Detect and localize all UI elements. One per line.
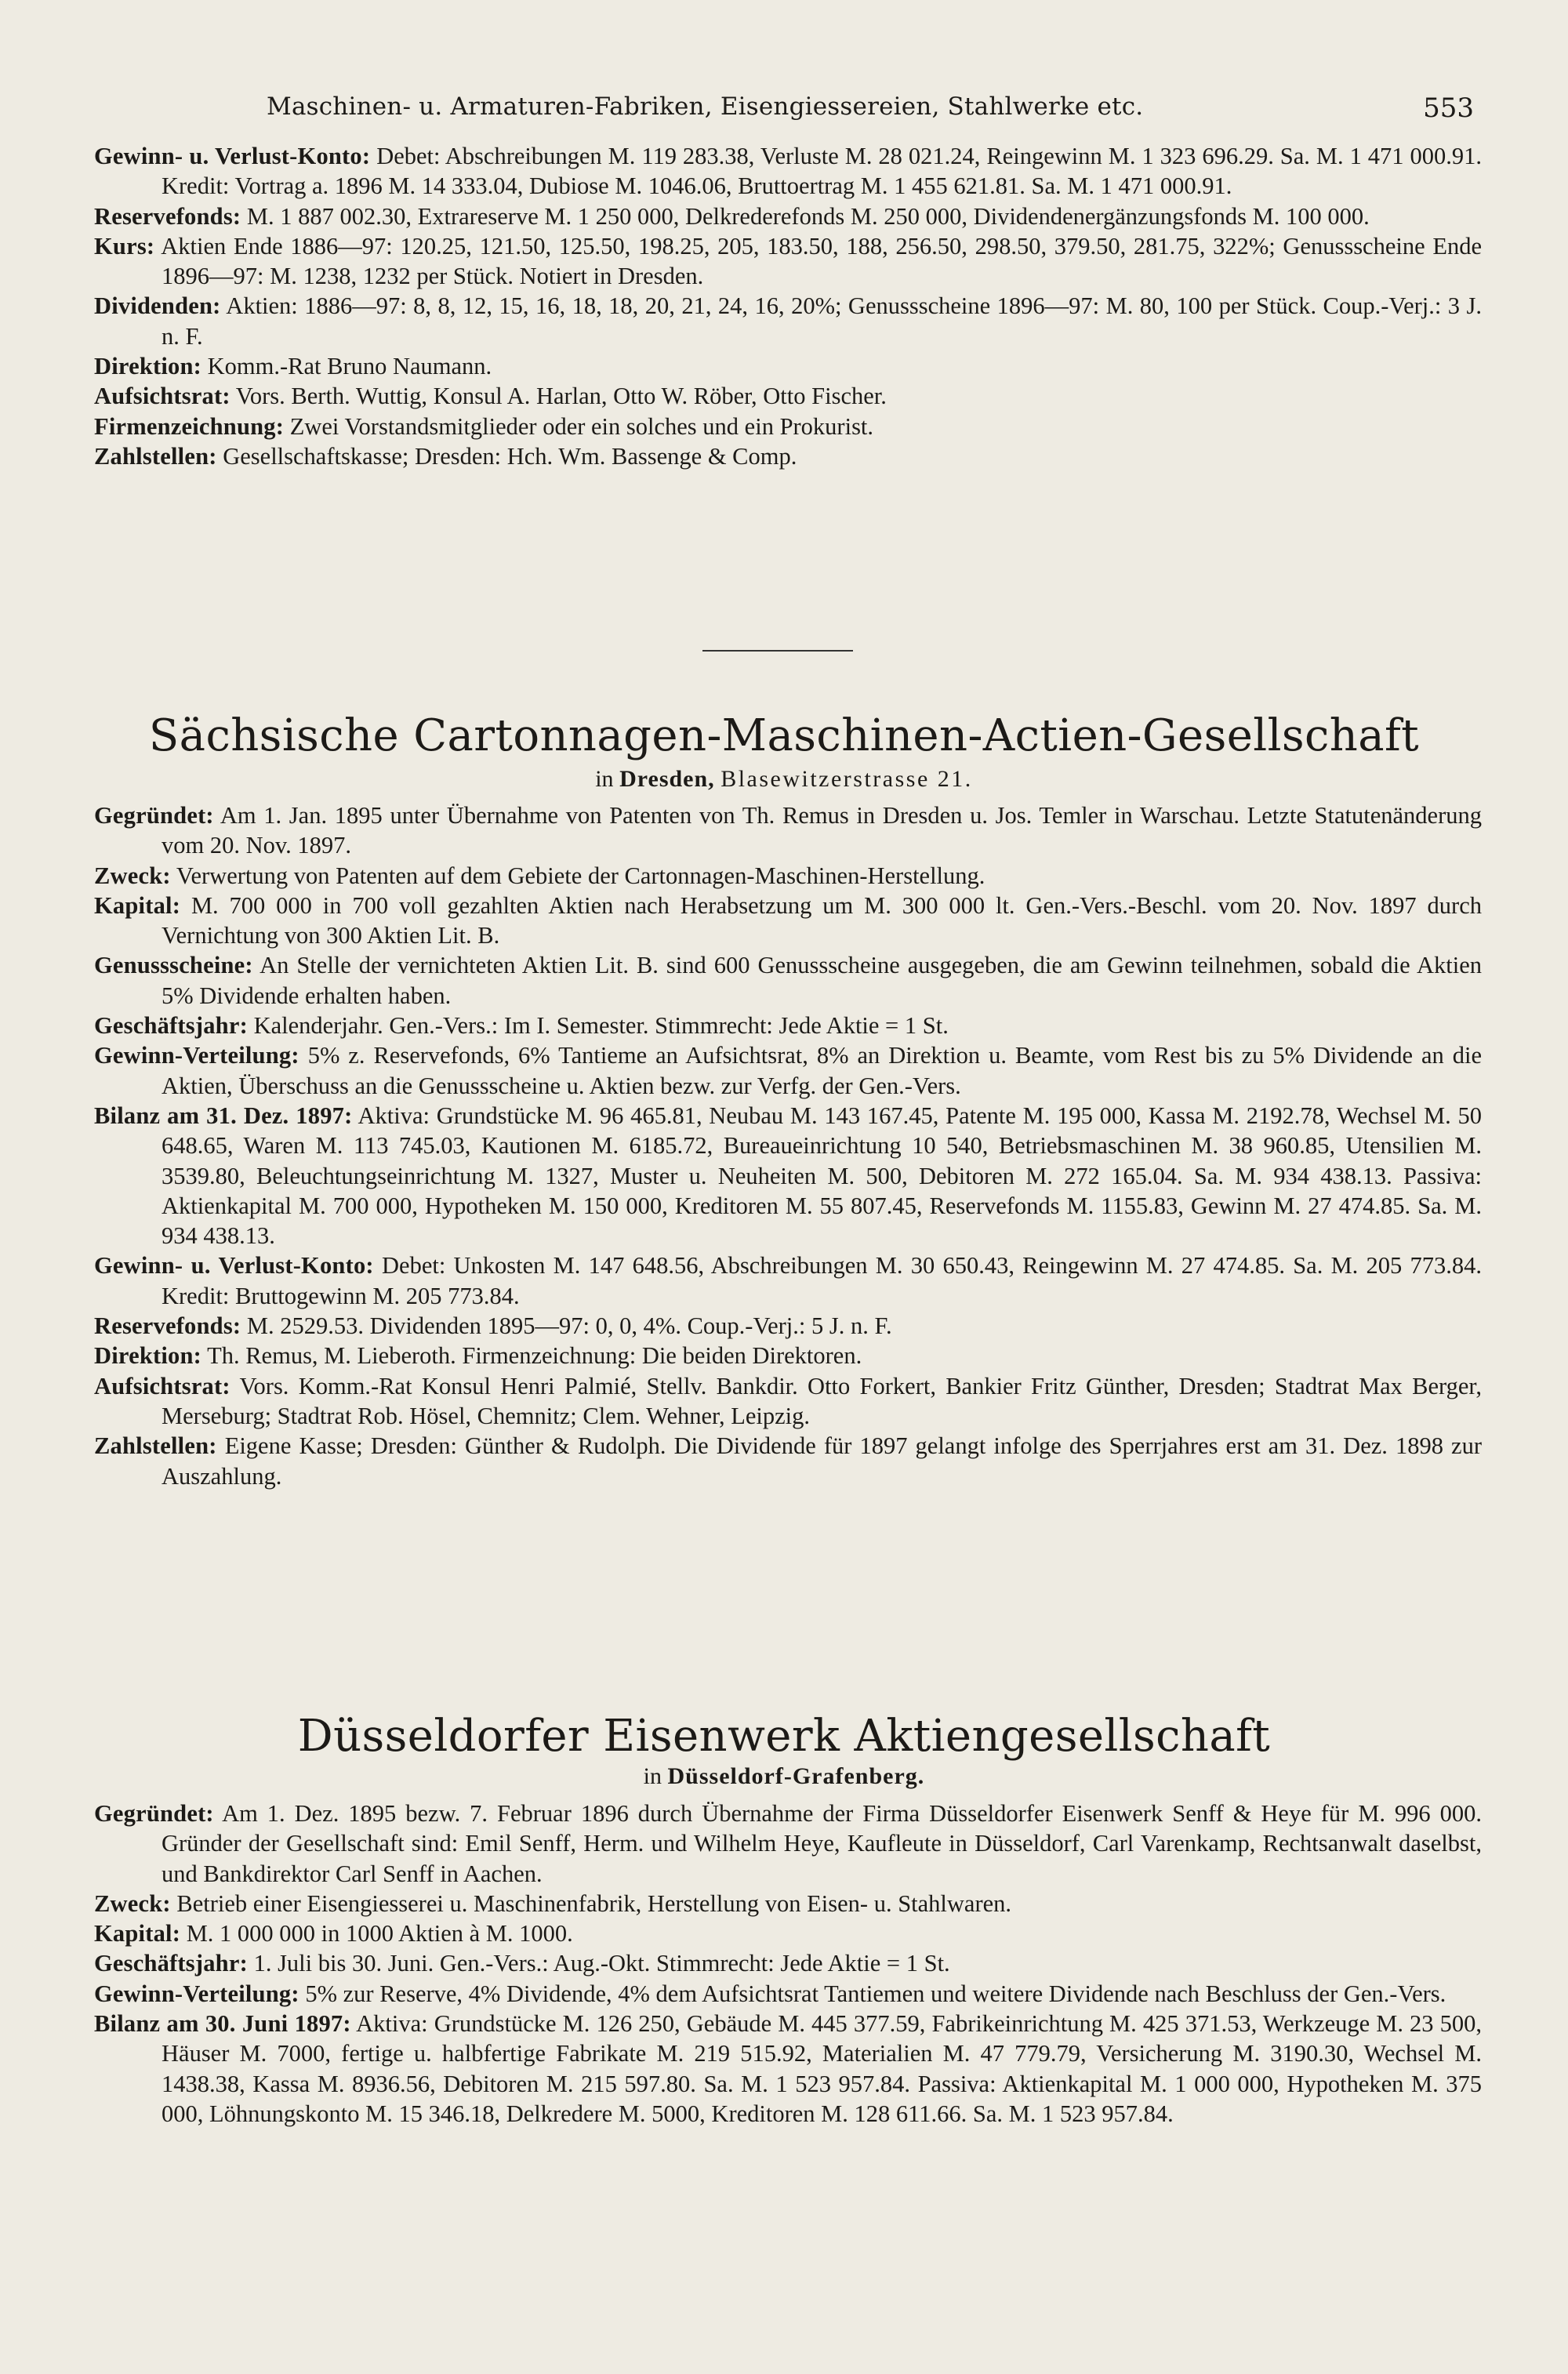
entry-gegruendet: Gegründet: Am 1. Dez. 1895 bezw. 7. Februar 1896 durch Übernahme der Firma Düsseldorfer Eisenwerk Senff & Heye für M. 996 000. Gründer der Gesellschaft sind: Emil Senff, Herm. und Wilhelm Heye, Kaufleute in Düsseldorf, Carl Varenkamp, Rechtsanwalt daselbst, und Bankdirektor Carl Senff in Aachen. [94, 1800, 1482, 1887]
entry-geschaeftsjahr: Geschäftsjahr: Kalenderjahr. Gen.-Vers.: Im I. Semester. Stimmrecht: Jede Aktie = 1 St. [94, 1012, 949, 1040]
company-title: Sächsische Cartonnagen-Maschinen-Actien-Gesellschaft [148, 710, 1420, 761]
company-location: in Düsseldorf-Grafenberg. [643, 1763, 925, 1789]
entry-direktion: Direktion: Komm.-Rat Bruno Naumann. [94, 353, 492, 380]
entry-genussscheine: Genussscheine: An Stelle der vernichteten Aktien Lit. B. sind 600 Genussscheine ausgegeben, die am Gewinn teilnehmen, sobald die Aktien 5% Dividende erhalten haben. [94, 952, 1482, 1009]
entry-kapital: Kapital: M. 700 000 in 700 voll gezahlten Aktien nach Herabsetzung um M. 300 000 lt. Gen.-Vers.-Beschl. vom 20. Nov. 1897 durch Vernichtung von 300 Aktien Lit. B. [94, 891, 1482, 949]
entry-gewinn-verteilung: Gewinn-Verteilung: 5% z. Reservefonds, 6% Tantieme an Aufsichtsrat, 8% an Direktion u. Beamte, vom Rest bis zu 5% Dividende an die Aktien, Überschuss an die Genussscheine u. Aktien bezw. zur Verfg. der Gen.-Vers. [94, 1042, 1483, 1099]
entry-direktion: Direktion: Th. Remus, M. Lieberoth. Firmenzeichnung: Die beiden Direktoren. [94, 1342, 862, 1370]
entry-gewinn-verteilung: Gewinn-Verteilung: 5% zur Reserve, 4% Dividende, 4% dem Aufsichtsrat Tantiemen und weitere Dividende nach Beschluss der Gen.-Vers. [94, 1980, 1446, 2007]
entry-gewinn-verlust-konto: Gewinn- u. Verlust-Konto: Debet: Abschreibungen M. 119 283.38, Verluste M. 28 021.24, Reingewinn M. 1 323 696.29. Sa. M. 1 471 000.91. Kredit: Vortrag a. 1896 M. 14 333.04, Dubiose M. 1046.06, Bruttoertrag M. 1 455 621.81. Sa. M. 1 471 000.91. [94, 143, 1483, 200]
entry-zweck: Zweck: Betrieb einer Eisengiesserei u. Maschinenfabrik, Herstellung von Eisen- u. Stahlwaren. [94, 1889, 1012, 1917]
entry-gegruendet: Gegründet: Am 1. Jan. 1895 unter Übernahme von Patenten von Th. Remus in Dresden u. Jos. Temler in Warschau. Letzte Statutenänderung vom 20. Nov. 1897. [94, 802, 1482, 859]
entry-zahlstellen: Zahlstellen: Gesellschaftskasse; Dresden: Hch. Wm. Bassenge & Comp. [94, 442, 797, 470]
entry-zweck: Zweck: Verwertung von Patenten auf dem Gebiete der Cartonnagen-Maschinen-Herstellung. [94, 862, 985, 889]
company2-block [94, 1799, 1482, 2129]
company1-block [94, 800, 1482, 1491]
company-address: Blasewitzerstrasse 21. [720, 766, 973, 792]
entry-kurs: Kurs: Aktien Ende 1886—97: 120.25, 121.50, 125.50, 198.25, 205, 183.50, 188, 256.50, 298.50, 379.50, 281.75, 322%; Genussscheine Ende 1896—97: M. 1238, 1232 per Stück. Notiert in Dresden. [94, 232, 1482, 290]
company-location: in Dresden, Blasewitzerstrasse 21. [595, 766, 973, 792]
section-divider [702, 650, 853, 652]
running-head-title: Maschinen- u. Armaturen-Fabriken, Eisengiessereien, Stahlwerke etc. [267, 93, 1144, 121]
entry-gewinn-verlust-konto: Gewinn- u. Verlust-Konto: Debet: Unkosten M. 147 648.56, Abschreibungen M. 30 650.43, Reingewinn M. 27 474.85. Sa. M. 205 773.84. Kredit: Bruttogewinn M. 205 773.84. [94, 1252, 1483, 1309]
entry-dividenden: Dividenden: Aktien: 1886—97: 8, 8, 12, 15, 16, 18, 18, 20, 21, 24, 16, 20%; Genussscheine 1896—97: M. 80, 100 per Stück. Coup.-Verj.: 3 J. n. F. [94, 292, 1482, 350]
entry-geschaeftsjahr: Geschäftsjahr: 1. Juli bis 30. Juni. Gen.-Vers.: Aug.-Okt. Stimmrecht: Jede Aktie = 1 St. [94, 1950, 950, 1977]
running-head [267, 93, 1474, 132]
entry-bilanz: Bilanz am 31. Dez. 1897: Aktiva: Grundstücke M. 96 465.81, Neubau M. 143 167.45, Patente M. 195 000, Kassa M. 2192.78, Wechsel M. 50 648.65, Waren M. 113 745.03, Kautionen M. 6185.72, Bureaueinrichtung 10 540, Betriebsmaschinen M. 38 960.85, Utensilien M. 3539.80, Beleuchtungseinrichtung M. 1327, Muster u. Neuheiten M. 500, Debitoren M. 272 165.04. Sa. M. 934 438.13. Passiva: Aktienkapital M. 700 000, Hypotheken M. 150 000, Kreditoren M. 55 807.45, Reservefonds M. 1155.83, Gewinn M. 27 474.85. Sa. M. 934 438.13. [94, 1102, 1482, 1250]
entry-reservefonds: Reservefonds: M. 1 887 002.30, Extrareserve M. 1 250 000, Delkrederefonds M. 250 000, Dividendenergänzungsfonds M. 100 000. [94, 202, 1370, 230]
entry-kapital: Kapital: M. 1 000 000 in 1000 Aktien à M. 1000. [94, 1920, 573, 1947]
entry-zahlstellen: Zahlstellen: Eigene Kasse; Dresden: Günther & Rudolph. Die Dividende für 1897 gelangt infolge des Sperrjahres erst am 31. Dez. 1898 zur Auszahlung. [94, 1432, 1483, 1490]
entry-firmenzeichnung: Firmenzeichnung: Zwei Vorstandsmitglieder oder ein solches und ein Prokurist. [94, 412, 874, 440]
entry-aufsichtsrat: Aufsichtsrat: Vors. Berth. Wuttig, Konsul A. Harlan, Otto W. Röber, Otto Fischer. [94, 383, 887, 410]
entry-bilanz: Bilanz am 30. Juni 1897: Aktiva: Grundstücke M. 126 250, Gebäude M. 445 377.59, Fabrikeinrichtung M. 425 371.53, Werkzeuge M. 23 500, Häuser M. 7000, fertige u. halbfertige Fabrikate M. 219 515.92, Materialien M. 47 779.79, Versicherung M. 3190.30, Wechsel M. 1438.38, Kassa M. 8936.56, Debitoren M. 215 597.80. Sa. M. 1 523 957.84. Passiva: Aktienkapital M. 1 000 000, Hypotheken M. 375 000, Löhnungskonto M. 15 346.18, Delkredere M. 5000, Kreditoren M. 128 611.66. Sa. M. 1 523 957.84. [94, 2010, 1482, 2127]
entry-reservefonds: Reservefonds: M. 2529.53. Dividenden 1895—97: 0, 0, 4%. Coup.-Verj.: 5 J. n. F. [94, 1312, 892, 1340]
prev-company-block [94, 141, 1482, 471]
entry-aufsichtsrat: Aufsichtsrat: Vors. Komm.-Rat Konsul Henri Palmié, Stellv. Bankdir. Otto Forkert, Bankier Fritz Günther, Dresden; Stadtrat Max Berger, Merseburg; Stadtrat Rob. Hösel, Chemnitz; Clem. Wehner, Leipzig. [94, 1372, 1482, 1429]
company-city: Dresden, [619, 766, 715, 792]
page-number: 553 [1423, 93, 1474, 124]
company-title: Düsseldorfer Eisenwerk Aktiengesellschaft [297, 1711, 1271, 1762]
company-city: Düsseldorf-Grafenberg. [667, 1763, 925, 1789]
